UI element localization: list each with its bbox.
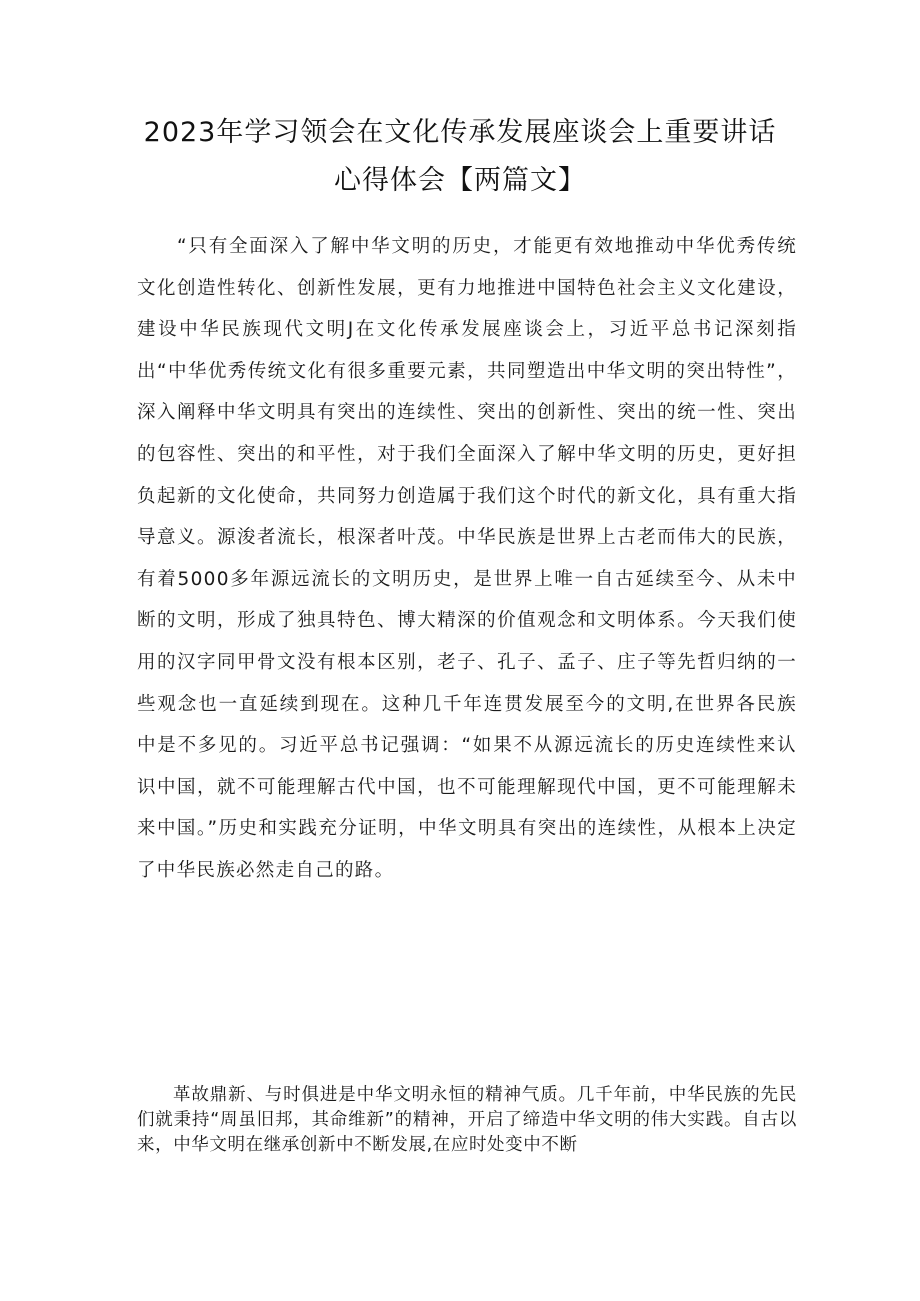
- document-title-line-2: 心得体会【两篇文】: [334, 165, 586, 196]
- body-paragraph-2: 革故鼎新、与时俱进是中华文明永恒的精神气质。几千年前，中华民族的先民们就秉持“周虽旧邦，其命维新”的精神，开启了缔造中华文明的伟大实践。自古以来，中华文明在继承创新中不断发展,在应时处变中不断: [137, 1085, 797, 1155]
- body-paragraph-1: “只有全面深入了解中华文明的历史，才能更有效地推动中华优秀传统文化创造性转化、创新性发展，更有力地推进中国特色社会主义文化建设，建设中华民族现代文明J在文化传承发展座谈会上，习近平总书记深刻指出“中华优秀传统文化有很多重要元素，共同塑造出中华文明的突出特性”，深入阐释中华文明具有突出的连续性、突出的创新性、突出的统一性、突出的包容性、突出的和平性，对于我们全面深入了解中华文明的历史，更好担负起新的文化使命，共同努力创造属于我们这个时代的新文化，具有重大指导意义。源浚者流长，根深者叶茂。中华民族是世界上古老而伟大的民族，有着5000多年源远流长的文明历史，是世界上唯一自古延续至今、从未中断的文明，形成了独具特色、博大精深的价值观念和文明体系。今天我们使用的汉字同甲骨文没有根本区别，老子、孔子、孟子、庄子等先哲归纳的一些观念也一直延续到现在。这种几千年连贯发展至今的文明,在世界各民族中是不多见的。习近平总书记强调：“如果不从源远流长的历史连续性来认识中国，就不可能理解古代中国，也不可能理解现代中国，更不可能理解未来中国。”历史和实践充分证明，中华文明具有突出的连续性，从根本上决定了中华民族必然走自己的路。: [137, 236, 797, 881]
- document-title-line-1: 2023年学习领会在文化传承发展座谈会上重要讲话: [143, 117, 777, 148]
